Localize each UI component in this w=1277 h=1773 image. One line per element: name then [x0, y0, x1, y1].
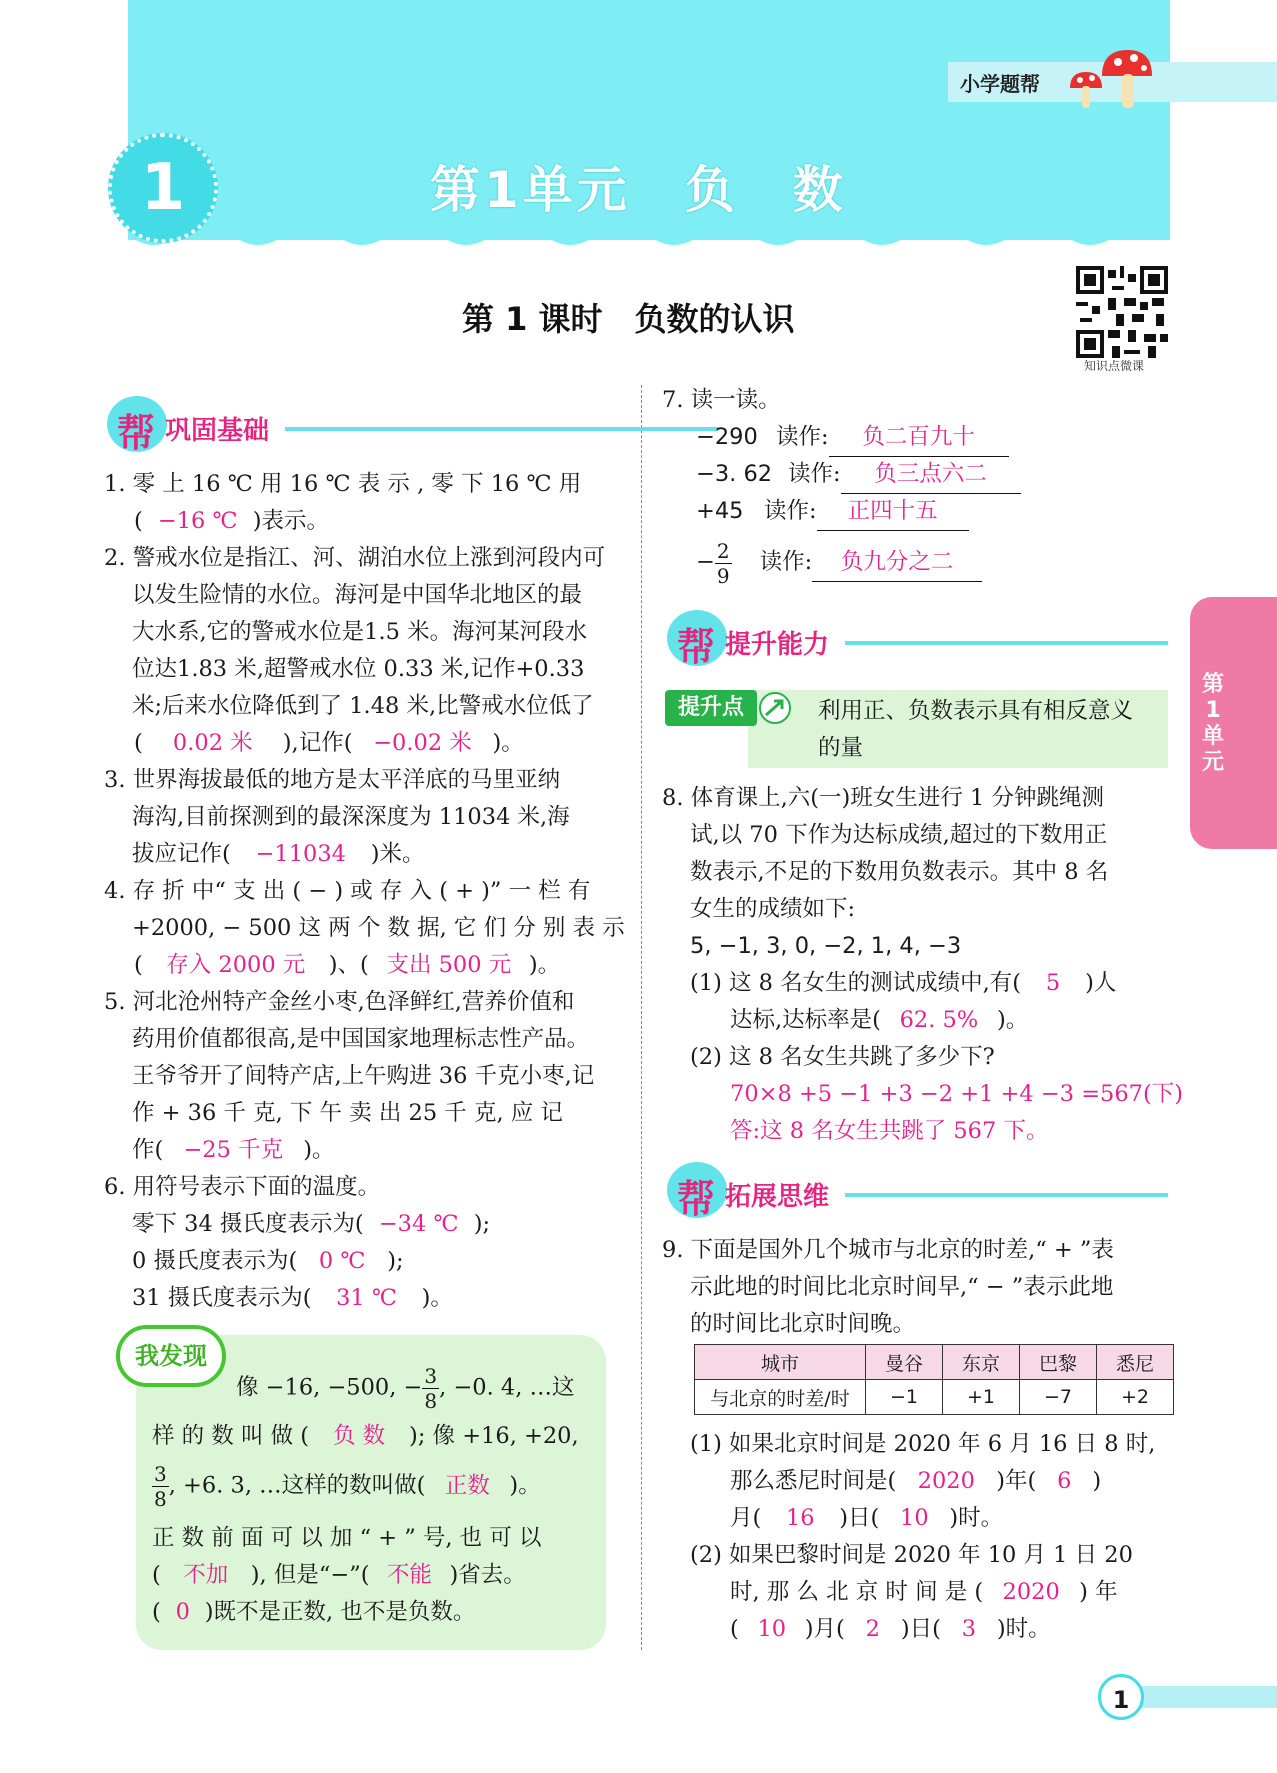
q9-part1-line1: (1) 如果北京时间是 2020 年 6 月 16 日 8 时,	[690, 1431, 1156, 1457]
discover-line1: 像 −16, −500, − $\frac{3}{8}$ , −0. 4, …这	[236, 1364, 575, 1413]
lesson-title: 第 1 课时 负数的认识	[462, 300, 795, 338]
table-cell: 城市	[695, 1345, 866, 1380]
q6-answer-1: −34 ℃	[378, 1211, 459, 1237]
q5-line3: 王爷爷开了间特产店,上午购进 36 千克小枣,记	[132, 1063, 595, 1089]
table-cell: 与北京的时差/时	[695, 1380, 866, 1415]
q1-answer: −16 ℃	[157, 508, 238, 534]
q9-part1-line2: 那么悉尼时间是( 2020 )年( 6 )	[730, 1463, 1101, 1500]
discover-answer-1: 负 数	[332, 1423, 386, 1449]
section-extend-title: 拓展思维	[725, 1182, 830, 1212]
table-cell: −1	[866, 1380, 943, 1415]
section-advance-title: 提升能力	[725, 630, 830, 660]
tip-line1: 利用正、负数表示具有相反意义	[818, 698, 1134, 724]
table-cell: 曼谷	[866, 1345, 943, 1380]
unit-number-badge: 1	[108, 133, 218, 243]
q7-row4: − $\frac{2}{9}$ 读作: 负九分之二	[696, 534, 982, 590]
q9-answer-6: 10	[757, 1616, 787, 1642]
q7-title: 7. 读一读。	[662, 387, 781, 413]
q3-line2: 海沟,目前探测到的最深深度为 11034 米,海	[132, 804, 570, 830]
table-cell: +2	[1097, 1380, 1174, 1415]
q3-answer: −11034	[255, 841, 346, 867]
discover-line5: ( 不加 ), 但是“−”( 不能 )省去。	[152, 1557, 526, 1594]
q9-answer-1: 2020	[917, 1468, 975, 1494]
q4-line1: 4. 存 折 中“ 支 出 ( − ) 或 存 入 ( + )” 一 栏 有	[104, 878, 591, 904]
q7-answer-3: 正四十五	[817, 493, 969, 531]
q9-answer-7: 2	[865, 1616, 880, 1642]
q5-line4: 作 + 36 千 克, 下 午 卖 出 25 千 克, 应 记	[132, 1100, 563, 1126]
q4-answer-2: 支出 500 元	[386, 952, 512, 978]
q3-line3: 拔应记作( −11034 )米。	[132, 836, 425, 873]
q4-line2: +2000, − 500 这 两 个 数 据, 它 们 分 别 表 示	[132, 915, 625, 941]
q4-answer-1: 存入 2000 元	[166, 952, 306, 978]
table-header-row	[695, 1345, 1174, 1380]
brand-name: 小学题帮	[960, 72, 1040, 96]
q7-answer-1: 负二百九十	[829, 419, 1009, 457]
q8-answer-3: 70×8 +5 −1 +3 −2 +1 +4 −3 =567(下)	[730, 1081, 1184, 1107]
q9-answer-5: 2020	[1002, 1579, 1060, 1605]
q9-part2-line3: ( 10 )月( 2 )日( 3 )时。	[730, 1611, 1051, 1648]
q8-scores: 5, −1, 3, 0, −2, 1, 4, −3	[690, 933, 962, 959]
q9-line3: 的时间比北京时间晚。	[690, 1311, 916, 1337]
q9-part2-line2: 时, 那 么 北 京 时 间 是 ( 2020 ) 年	[730, 1574, 1118, 1611]
q1-line2: ( −16 ℃ )表示。	[134, 503, 329, 540]
arrow-icon	[757, 690, 793, 726]
table-cell: 巴黎	[1020, 1345, 1097, 1380]
q6-line3: 0 摄氏度表示为( 0 ℃ );	[132, 1243, 404, 1280]
q5-line5: 作( −25 千克 )。	[132, 1132, 335, 1169]
q6-line4: 31 摄氏度表示为( 31 ℃ )。	[132, 1280, 453, 1317]
q6-answer-2: 0 ℃	[318, 1248, 366, 1274]
q2-line1: 2. 警戒水位是指江、河、湖泊水位上涨到河段内可	[104, 545, 606, 571]
q7-row3: +45 读作: 正四十五	[696, 493, 969, 531]
q8-part2: (2) 这 8 名女生共跳了多少下?	[690, 1044, 995, 1070]
q2-line4: 位达1.83 米,超警戒水位 0.33 米,记作+0.33	[132, 656, 585, 682]
q8-answer-1: 5	[1045, 970, 1061, 996]
q9-part2-line1: (2) 如果巴黎时间是 2020 年 10 月 1 日 20	[690, 1542, 1133, 1568]
q1-line1: 1. 零 上 16 ℃ 用 16 ℃ 表 示 , 零 下 16 ℃ 用	[104, 471, 582, 497]
tip-label: 提升点	[665, 690, 757, 726]
q8-line1: 8. 体育课上,六(一)班女生进行 1 分钟跳绳测	[662, 785, 1104, 811]
q2-answer-2: −0.02 米	[373, 730, 472, 756]
q2-answer-1: 0.02 米	[172, 730, 253, 756]
q9-line2: 示此地的时间比北京时间早,“ − ”表示此地	[690, 1274, 1114, 1300]
qr-caption: 知识点微课	[1084, 359, 1145, 373]
q6-answer-3: 31 ℃	[336, 1285, 398, 1311]
q8-answer-2: 62. 5%	[899, 1007, 979, 1033]
discover-answer-3: 不加	[183, 1562, 229, 1588]
q9-answer-4: 10	[900, 1505, 929, 1531]
q7-answer-4: 负九分之二	[812, 544, 982, 582]
table-cell: 悉尼	[1097, 1345, 1174, 1380]
unit-title: 第1单元 负 数	[430, 161, 847, 219]
q8-line4: 女生的成绩如下:	[690, 896, 856, 922]
qr-code-icon[interactable]	[1076, 266, 1168, 358]
q9-answer-8: 3	[961, 1616, 977, 1642]
q5-line2: 药用价值都很高,是中国国家地理标志性产品。	[132, 1026, 590, 1052]
q2-line3: 大水系,它的警戒水位是1.5 米。海河某河段水	[132, 619, 588, 645]
table-cell: −7	[1020, 1380, 1097, 1415]
page-number: 1	[1098, 1674, 1144, 1720]
unit-side-tab-label: 第1单元	[1201, 672, 1224, 775]
q6-line1: 6. 用符号表示下面的温度。	[104, 1174, 381, 1200]
q3-line1: 3. 世界海拔最低的地方是太平洋底的马里亚纳	[104, 767, 561, 793]
discover-line6: ( 0 )既不是正数, 也不是负数。	[152, 1594, 475, 1631]
q4-line3: ( 存入 2000 元 )、( 支出 500 元 )。	[134, 947, 560, 984]
q2-line6: ( 0.02 米 ),记作( −0.02 米 )。	[134, 725, 524, 762]
q7-answer-2: 负三点六二	[841, 456, 1021, 494]
q9-answer-3: 16	[785, 1505, 815, 1531]
q8-part1-line2: 达标,达标率是( 62. 5% )。	[730, 1002, 1028, 1039]
q8-line2: 试,以 70 下作为达标成绩,超过的下数用正	[690, 822, 1108, 848]
q9-line1: 9. 下面是国外几个城市与北京的时差,“ + ”表	[662, 1237, 1114, 1263]
discover-line3: $\frac{3}{8}$ , +6. 3, …这样的数叫做( 正数 )。	[154, 1462, 541, 1511]
q7-row1: −290 读作: 负二百九十	[696, 419, 1009, 457]
table-cell: 东京	[943, 1345, 1020, 1380]
q2-line5: 米;后来水位降低到了 1.48 米,比警戒水位低了	[132, 693, 594, 719]
discover-answer-2: 正数	[444, 1472, 490, 1499]
q8-line3: 数表示,不足的下数用负数表示。其中 8 名	[690, 859, 1109, 885]
q5-answer: −25 千克	[183, 1137, 284, 1163]
q7-row2: −3. 62 读作: 负三点六二	[696, 456, 1021, 494]
q6-line2: 零下 34 摄氏度表示为( −34 ℃ );	[132, 1206, 490, 1243]
discover-answer-5: 0	[175, 1599, 190, 1625]
q2-line2: 以发生险情的水位。海河是中国华北地区的最	[132, 582, 583, 608]
q9-part1-line3: 月( 16 )日( 10 )时。	[730, 1500, 1003, 1537]
discover-badge: 我发现	[116, 1325, 226, 1387]
table-cell: +1	[943, 1380, 1020, 1415]
discover-answer-4: 不能	[386, 1562, 432, 1588]
discover-line2: 样 的 数 叫 做 ( 负 数 ); 像 +16, +20,	[152, 1418, 579, 1455]
column-divider	[641, 385, 642, 1650]
time-difference-table	[694, 1344, 1174, 1415]
discover-line4: 正 数 前 面 可 以 加 “ + ” 号, 也 可 以	[152, 1525, 542, 1551]
table-row	[695, 1380, 1174, 1415]
tip-line2: 的量	[818, 735, 864, 761]
section-basics-title: 巩固基础	[165, 416, 270, 446]
q5-line1: 5. 河北沧州特产金丝小枣,色泽鲜红,营养价值和	[104, 989, 575, 1015]
mushroom-icon	[1066, 46, 1154, 114]
q8-part1-line1: (1) 这 8 名女生的测试成绩中,有( 5 )人	[690, 965, 1116, 1002]
q9-answer-2: 6	[1057, 1468, 1072, 1494]
q8-answer-4: 答:这 8 名女生共跳了 567 下。	[730, 1118, 1049, 1144]
